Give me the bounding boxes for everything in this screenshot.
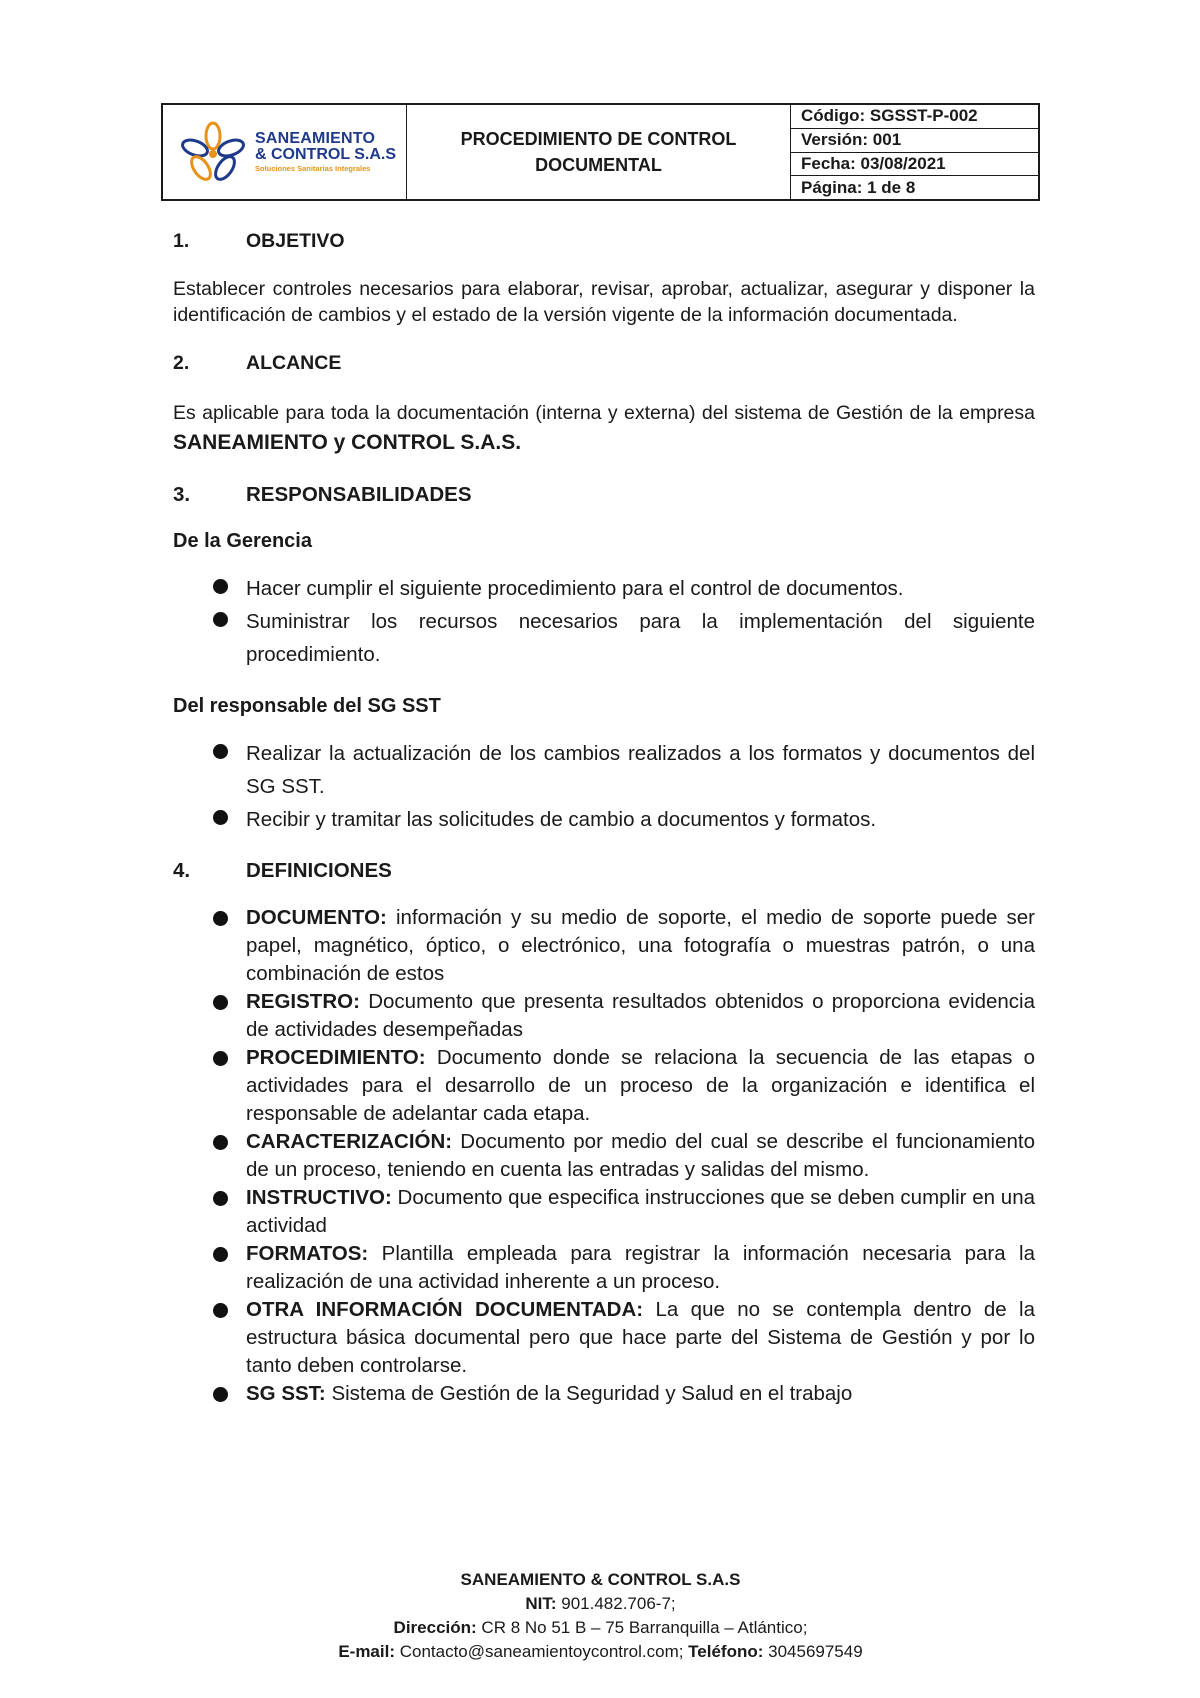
bullet-icon [213,744,228,759]
section-objetivo-heading [173,228,1035,254]
bullet-icon [213,1247,228,1262]
definition-item [173,1128,1035,1184]
section-number: 1. [173,230,190,252]
objetivo-text: Establecer controles necesarios para elaborar, revisar, aprobar, actualizar, asegurar y disponer la identificación de cambios y el estado de la versión vigente de la información documentada. [173,278,1035,326]
definition-text: Documento por medio del cual se describe el funcionamiento de un proceso, teniendo en cuenta las entradas y salidas del mismo. [246,1130,1035,1181]
subheading-gerencia: De la Gerencia [173,530,312,552]
bullet-icon [213,1303,228,1318]
section-title: OBJETIVO [246,230,345,252]
bullet-icon [213,1135,228,1150]
definition-term: OTRA INFORMACIÓN DOCUMENTADA: [246,1298,644,1321]
flower-logo-icon [177,120,249,184]
subheading-sgsst: Del responsable del SG SST [173,695,441,717]
document-title: PROCEDIMIENTO DE CONTROL DOCUMENTAL [407,105,791,199]
definition-item [173,1240,1035,1296]
logo-line2: & CONTROL S.A.S [255,146,397,164]
section-number: 3. [173,483,191,506]
company-name: SANEAMIENTO y CONTROL S.A.S. [173,431,522,454]
bullet-icon [213,612,228,627]
definition-text: Sistema de Gestión de la Seguridad y Salud en el trabajo [325,1382,853,1405]
footer-company: SANEAMIENTO & CONTROL S.A.S [460,1570,741,1589]
definition-term: INSTRUCTIVO: [246,1186,392,1209]
bullet-icon [213,995,228,1010]
definition-text: Documento donde se relaciona la secuencia de las etapas o actividades para el desarrollo de un proceso de la organización e identifica el responsable de adelantar cada etapa. [246,1046,1035,1125]
section-number: 4. [173,859,191,882]
footer-nit: NIT: 901.482.706-7; [525,1594,676,1613]
list-item: Hacer cumplir el siguiente procedimiento para el control de documentos. [173,572,1035,605]
codigo: Código: SGSST-P-002 [791,105,1038,129]
bullet-icon [213,579,228,594]
definition-item [173,1044,1035,1128]
list-item: Recibir y tramitar las solicitudes de cambio a documentos y formatos. [173,803,1035,836]
email-link[interactable]: Contacto@saneamientoycontrol.com; [395,1642,684,1661]
section-title: DEFINICIONES [246,859,392,882]
gerencia-list [173,572,1035,671]
section-definiciones-heading [173,858,1035,884]
page-footer [161,1568,1040,1664]
section-responsabilidades-heading [173,482,1035,508]
definition-text: Plantilla empleada para registrar la información necesaria para la realización de una actividad inherente a un proceso. [246,1242,1035,1293]
footer-address: Dirección: CR 8 No 51 B – 75 Barranquilla – Atlántico; [393,1618,808,1637]
logo-tagline: Soluciones Sanitarias Integrales [255,164,371,174]
definition-term: FORMATOS: [246,1242,369,1265]
footer-contact: E-mail: Contacto@saneamientoycontrol.com; Teléfono: 3045697549 [338,1642,863,1661]
alcance-text [173,398,1035,458]
alcance-body: Es aplicable para toda la documentación (interna y externa) del sistema de Gestión de la empresa [173,402,1035,424]
bullet-icon [213,1191,228,1206]
phone-number: 3045697549 [763,1642,863,1661]
logo-cell [163,105,407,199]
definition-text: información y su medio de soporte, el medio de soporte puede ser papel, magnético, óptico, o electrónico, una fotografía o muestras patrón, o una combinación de estos [246,906,1035,985]
document-body [173,228,1035,1408]
definition-item [173,1296,1035,1380]
document-meta [791,105,1038,199]
company-logo [177,120,396,184]
fecha: Fecha: 03/08/2021 [791,153,1038,177]
definition-item [173,1184,1035,1240]
definition-term: SG SST: [246,1382,326,1405]
definition-term: CARACTERIZACIÓN: [246,1130,453,1153]
bullet-icon [213,1051,228,1066]
logo-line1: SANEAMIENTO [255,130,376,148]
definition-item [173,988,1035,1044]
sgsst-list [173,737,1035,836]
definition-text: Documento que especifica instrucciones que se deben cumplir en una actividad [246,1186,1035,1237]
pagina: Página: 1 de 8 [801,177,916,197]
list-item: Realizar la actualización de los cambios realizados a los formatos y documentos del SG SST. [173,737,1035,803]
definition-text: La que no se contempla dentro de la estructura básica documental pero que hace parte del Sistema de Gestión y por lo tanto deben controlarse. [246,1298,1036,1377]
definition-text: Documento que presenta resultados obtenidos o proporciona evidencia de actividades desempeñadas [246,990,1035,1041]
definition-term: REGISTRO: [246,990,360,1013]
section-number: 2. [173,352,190,374]
header-table [161,103,1040,201]
definition-item [173,904,1035,988]
bullet-icon [213,1387,228,1402]
bullet-icon [213,911,228,926]
definition-term: DOCUMENTO: [246,906,387,929]
definiciones-list [173,904,1035,1408]
definition-term: PROCEDIMIENTO: [246,1046,426,1069]
version: Versión: 001 [791,129,1038,153]
bullet-icon [213,810,228,825]
section-title: RESPONSABILIDADES [246,483,472,506]
section-title: ALCANCE [246,352,342,374]
definition-item [173,1380,1035,1408]
list-item: Suministrar los recursos necesarios para la implementación del siguiente procedimiento. [173,605,1035,671]
section-alcance-heading [173,350,1035,376]
